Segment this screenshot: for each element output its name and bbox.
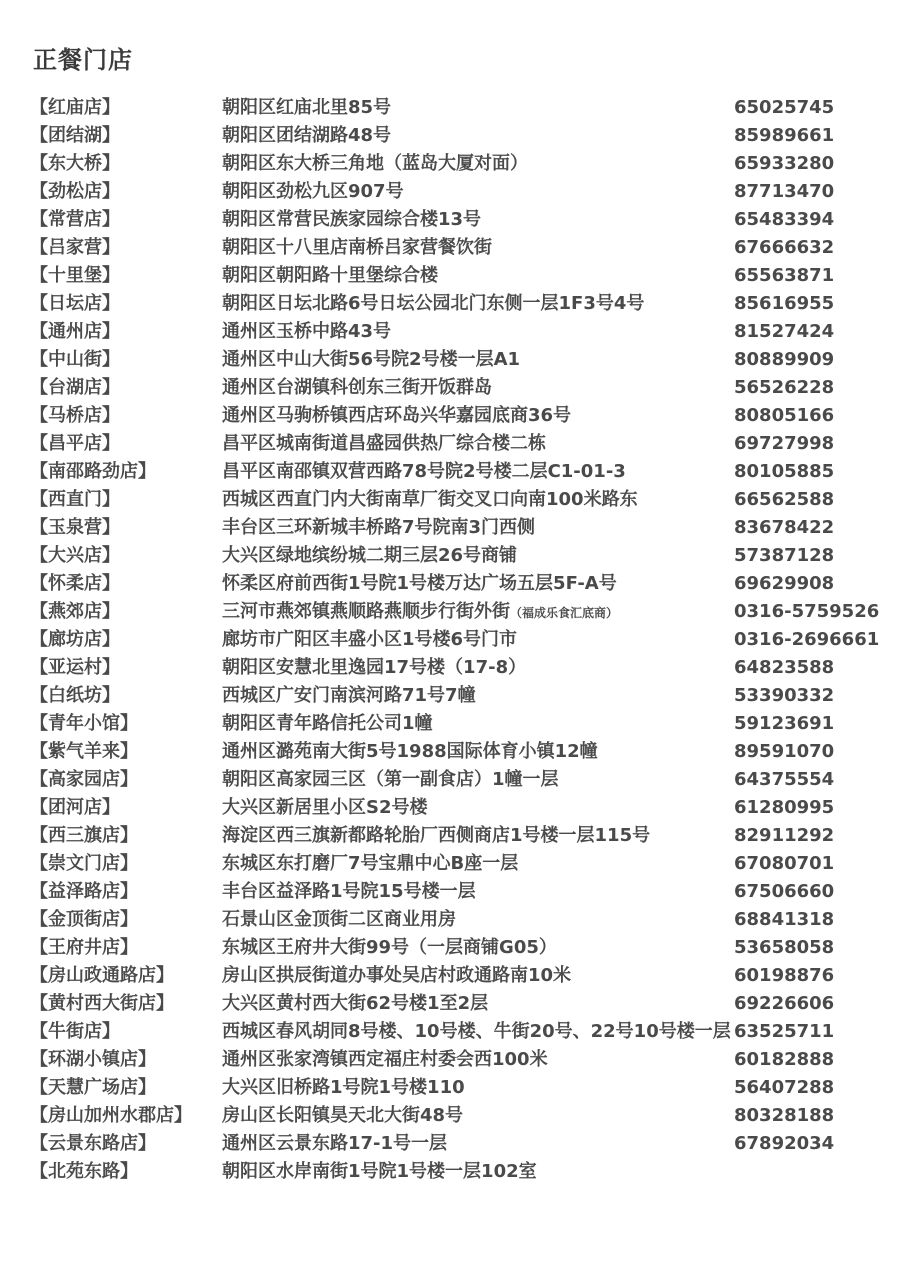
- store-name: 【益泽路店】: [30, 881, 138, 902]
- store-address-note: （福成乐食汇底商）: [510, 606, 619, 620]
- store-row: [0, 1046, 900, 1074]
- store-address-text: 朝阳区安慧北里逸园17号楼（17-8）: [222, 657, 527, 678]
- store-address: [222, 234, 492, 262]
- store-address-text: 通州区云景东路17-1号一层: [222, 1133, 448, 1154]
- store-address: [222, 934, 557, 962]
- store-address-text: 昌平区城南街道昌盛园供热厂综合楼二栋: [222, 433, 546, 454]
- store-address-text: 西城区春风胡同8号楼、10号楼、牛街20号、22号10号楼一层: [222, 1021, 731, 1042]
- store-name: 【常营店】: [30, 209, 120, 230]
- store-name: 【崇文门店】: [30, 853, 138, 874]
- store-address-text: 通州区潞苑南大街5号1988国际体育小镇12幢: [222, 741, 598, 762]
- store-phone: 63525711: [734, 1021, 835, 1042]
- store-row: [0, 542, 900, 570]
- store-address-text: 怀柔区府前西街1号院1号楼万达广场五层5F-A号: [222, 573, 617, 594]
- store-row: [0, 486, 900, 514]
- store-phone: 89591070: [734, 741, 835, 762]
- store-address-text: 朝阳区十八里店南桥吕家营餐饮街: [222, 237, 492, 258]
- store-phone: 65933280: [734, 153, 835, 174]
- store-name: 【环湖小镇店】: [30, 1049, 156, 1070]
- store-address: [222, 794, 428, 822]
- store-row: [0, 94, 900, 122]
- store-address: [222, 906, 456, 934]
- store-address-text: 东城区王府井大街99号（一层商铺G05）: [222, 937, 557, 958]
- store-address-text: 大兴区旧桥路1号院1号楼110: [222, 1077, 465, 1098]
- store-phone: 64375554: [734, 769, 835, 790]
- store-address-text: 海淀区西三旗新都路轮胎厂西侧商店1号楼一层115号: [222, 825, 651, 846]
- store-name: 【房山政通路店】: [30, 965, 174, 986]
- store-address-text: 大兴区新居里小区S2号楼: [222, 797, 428, 818]
- store-row: [0, 150, 900, 178]
- store-phone: 87713470: [734, 181, 835, 202]
- store-address-text: 通州区张家湾镇西定福庄村委会西100米: [222, 1049, 548, 1070]
- store-name: 【东大桥】: [30, 153, 120, 174]
- store-address: [222, 738, 598, 766]
- store-name: 【燕郊店】: [30, 601, 120, 622]
- store-row: [0, 262, 900, 290]
- store-row: [0, 1102, 900, 1130]
- store-phone: 56407288: [734, 1077, 835, 1098]
- store-address: [222, 262, 438, 290]
- store-address: [222, 94, 391, 122]
- store-phone: 61280995: [734, 797, 835, 818]
- store-address-text: 朝阳区高家园三区（第一副食店）1幢一层: [222, 769, 559, 790]
- store-row: [0, 374, 900, 402]
- store-address-text: 朝阳区水岸南街1号院1号楼一层102室: [222, 1161, 537, 1182]
- store-name: 【昌平店】: [30, 433, 120, 454]
- store-phone: 67080701: [734, 853, 835, 874]
- store-address: [222, 710, 433, 738]
- store-name: 【亚运村】: [30, 657, 120, 678]
- store-address-text: 通州区台湖镇科创东三街开饭群岛: [222, 377, 492, 398]
- store-address: [222, 766, 559, 794]
- store-phone: 59123691: [734, 713, 835, 734]
- store-row: [0, 934, 900, 962]
- store-row: [0, 766, 900, 794]
- store-address: [222, 570, 617, 598]
- store-phone: 67892034: [734, 1133, 835, 1154]
- store-address-text: 房山区长阳镇昊天北大街48号: [222, 1105, 464, 1126]
- store-name: 【房山加州水郡店】: [30, 1105, 192, 1126]
- store-address: [222, 598, 618, 627]
- store-name: 【廊坊店】: [30, 629, 120, 650]
- store-address: [222, 1046, 548, 1074]
- store-row: [0, 122, 900, 150]
- store-row: [0, 570, 900, 598]
- store-address: [222, 178, 404, 206]
- store-address-text: 三河市燕郊镇燕顺路燕顺步行街外街: [222, 601, 510, 622]
- store-address-text: 朝阳区青年路信托公司1幢: [222, 713, 433, 734]
- store-address-text: 丰台区三环新城丰桥路7号院南3门西侧: [222, 517, 536, 538]
- store-address: [222, 430, 546, 458]
- store-address-text: 朝阳区红庙北里85号: [222, 97, 392, 118]
- store-address: [222, 1018, 731, 1046]
- store-row: [0, 990, 900, 1018]
- store-address-text: 通州区马驹桥镇西店环岛兴华嘉园底商36号: [222, 405, 572, 426]
- store-name: 【西三旗店】: [30, 825, 138, 846]
- store-row: [0, 682, 900, 710]
- store-address: [222, 962, 571, 990]
- store-name: 【十里堡】: [30, 265, 120, 286]
- store-address-text: 西城区西直门内大街南草厂街交叉口向南100米路东: [222, 489, 638, 510]
- store-phone: 69727998: [734, 433, 835, 454]
- store-phone: 65563871: [734, 265, 835, 286]
- store-phone: 66562588: [734, 489, 835, 510]
- store-phone: 60182888: [734, 1049, 835, 1070]
- store-phone: 56526228: [734, 377, 835, 398]
- store-address: [222, 206, 481, 234]
- store-row: [0, 626, 900, 654]
- store-address-text: 昌平区南邵镇双营西路78号院2号楼二层C1-01-3: [222, 461, 626, 482]
- store-address-text: 朝阳区团结湖路48号: [222, 125, 392, 146]
- store-name: 【王府井店】: [30, 937, 138, 958]
- store-name: 【通州店】: [30, 321, 120, 342]
- store-row: [0, 822, 900, 850]
- store-name: 【中山街】: [30, 349, 120, 370]
- store-address: [222, 290, 644, 318]
- store-row: [0, 1018, 900, 1046]
- store-name: 【天慧广场店】: [30, 1077, 156, 1098]
- store-phone: 85616955: [734, 293, 835, 314]
- store-name: 【日坛店】: [30, 293, 120, 314]
- store-row: [0, 458, 900, 486]
- store-phone: 0316-2696661: [734, 629, 880, 650]
- store-address: [222, 1102, 463, 1130]
- store-list: [0, 94, 900, 1186]
- store-name: 【玉泉营】: [30, 517, 120, 538]
- store-phone: 69629908: [734, 573, 835, 594]
- store-phone: 83678422: [734, 517, 835, 538]
- store-address: [222, 514, 535, 542]
- store-row: [0, 1074, 900, 1102]
- store-address: [222, 374, 492, 402]
- store-address: [222, 682, 476, 710]
- store-address: [222, 402, 571, 430]
- store-row: [0, 962, 900, 990]
- store-row: [0, 906, 900, 934]
- store-address: [222, 150, 528, 178]
- store-row: [0, 290, 900, 318]
- store-phone: 80889909: [734, 349, 835, 370]
- store-name: 【紫气羊来】: [30, 741, 138, 762]
- store-address-text: 西城区广安门南滨河路71号7幢: [222, 685, 476, 706]
- store-phone: 53658058: [734, 937, 835, 958]
- store-name: 【高家园店】: [30, 769, 138, 790]
- store-row: [0, 598, 900, 626]
- store-row: [0, 206, 900, 234]
- store-phone: 80805166: [734, 405, 835, 426]
- store-row: [0, 710, 900, 738]
- store-name: 【黄村西大街店】: [30, 993, 174, 1014]
- store-name: 【北苑东路】: [30, 1161, 138, 1182]
- store-address: [222, 458, 626, 486]
- store-address: [222, 654, 526, 682]
- store-address: [222, 822, 650, 850]
- store-address: [222, 626, 517, 654]
- store-name: 【团河店】: [30, 797, 120, 818]
- store-row: [0, 1158, 900, 1186]
- store-phone: 80105885: [734, 461, 835, 482]
- store-row: [0, 738, 900, 766]
- store-name: 【劲松店】: [30, 181, 120, 202]
- store-address-text: 房山区拱辰街道办事处吴店村政通路南10米: [222, 965, 572, 986]
- store-name: 【马桥店】: [30, 405, 120, 426]
- store-row: [0, 654, 900, 682]
- store-address-text: 东城区东打磨厂7号宝鼎中心B座一层: [222, 853, 519, 874]
- store-row: [0, 514, 900, 542]
- store-address-text: 石景山区金顶街二区商业用房: [222, 909, 456, 930]
- store-row: [0, 850, 900, 878]
- store-address: [222, 318, 391, 346]
- store-name: 【白纸坊】: [30, 685, 120, 706]
- store-name: 【红庙店】: [30, 97, 120, 118]
- store-phone: 65025745: [734, 97, 835, 118]
- store-address: [222, 878, 476, 906]
- store-name: 【大兴店】: [30, 545, 120, 566]
- store-phone: 67506660: [734, 881, 835, 902]
- store-row: [0, 402, 900, 430]
- store-phone: 80328188: [734, 1105, 835, 1126]
- store-name: 【牛街店】: [30, 1021, 120, 1042]
- store-name: 【云景东路店】: [30, 1133, 156, 1154]
- store-address-text: 朝阳区日坛北路6号日坛公园北门东侧一层1F3号4号: [222, 293, 645, 314]
- store-name: 【金顶街店】: [30, 909, 138, 930]
- store-row: [0, 878, 900, 906]
- store-row: [0, 178, 900, 206]
- store-row: [0, 1130, 900, 1158]
- store-address-text: 大兴区绿地缤纷城二期三层26号商铺: [222, 545, 518, 566]
- store-address-text: 朝阳区常营民族家园综合楼13号: [222, 209, 482, 230]
- store-address: [222, 1158, 537, 1186]
- store-address: [222, 1130, 447, 1158]
- store-name: 【怀柔店】: [30, 573, 120, 594]
- store-address-text: 通州区玉桥中路43号: [222, 321, 392, 342]
- store-row: [0, 318, 900, 346]
- store-address: [222, 1074, 465, 1102]
- store-row: [0, 430, 900, 458]
- store-row: [0, 234, 900, 262]
- store-name: 【吕家营】: [30, 237, 120, 258]
- store-address: [222, 990, 488, 1018]
- store-address-text: 大兴区黄村西大街62号楼1至2层: [222, 993, 489, 1014]
- store-name: 【青年小馆】: [30, 713, 138, 734]
- store-phone: 0316-5759526: [734, 601, 880, 622]
- store-row: [0, 794, 900, 822]
- store-phone: 64823588: [734, 657, 835, 678]
- store-phone: 81527424: [734, 321, 835, 342]
- store-address: [222, 486, 638, 514]
- store-address: [222, 850, 518, 878]
- store-address-text: 丰台区益泽路1号院15号楼一层: [222, 881, 476, 902]
- store-address-text: 朝阳区朝阳路十里堡综合楼: [222, 265, 438, 286]
- store-address-text: 廊坊市广阳区丰盛小区1号楼6号门市: [222, 629, 518, 650]
- store-phone: 60198876: [734, 965, 835, 986]
- store-phone: 57387128: [734, 545, 835, 566]
- store-name: 【团结湖】: [30, 125, 120, 146]
- store-address: [222, 346, 520, 374]
- store-phone: 68841318: [734, 909, 835, 930]
- store-phone: 65483394: [734, 209, 835, 230]
- store-address: [222, 122, 391, 150]
- store-phone: 85989661: [734, 125, 835, 146]
- store-phone: 69226606: [734, 993, 835, 1014]
- page-title: 正餐门店: [33, 46, 133, 74]
- store-row: [0, 346, 900, 374]
- store-address-text: 朝阳区东大桥三角地（蓝岛大厦对面）: [222, 153, 528, 174]
- store-phone: 82911292: [734, 825, 835, 846]
- store-name: 【西直门】: [30, 489, 120, 510]
- store-address-text: 朝阳区劲松九区907号: [222, 181, 404, 202]
- store-phone: 67666632: [734, 237, 835, 258]
- store-name: 【南邵路劲店】: [30, 461, 156, 482]
- store-address-text: 通州区中山大街56号院2号楼一层A1: [222, 349, 521, 370]
- store-address: [222, 542, 517, 570]
- store-name: 【台湖店】: [30, 377, 120, 398]
- store-phone: 53390332: [734, 685, 835, 706]
